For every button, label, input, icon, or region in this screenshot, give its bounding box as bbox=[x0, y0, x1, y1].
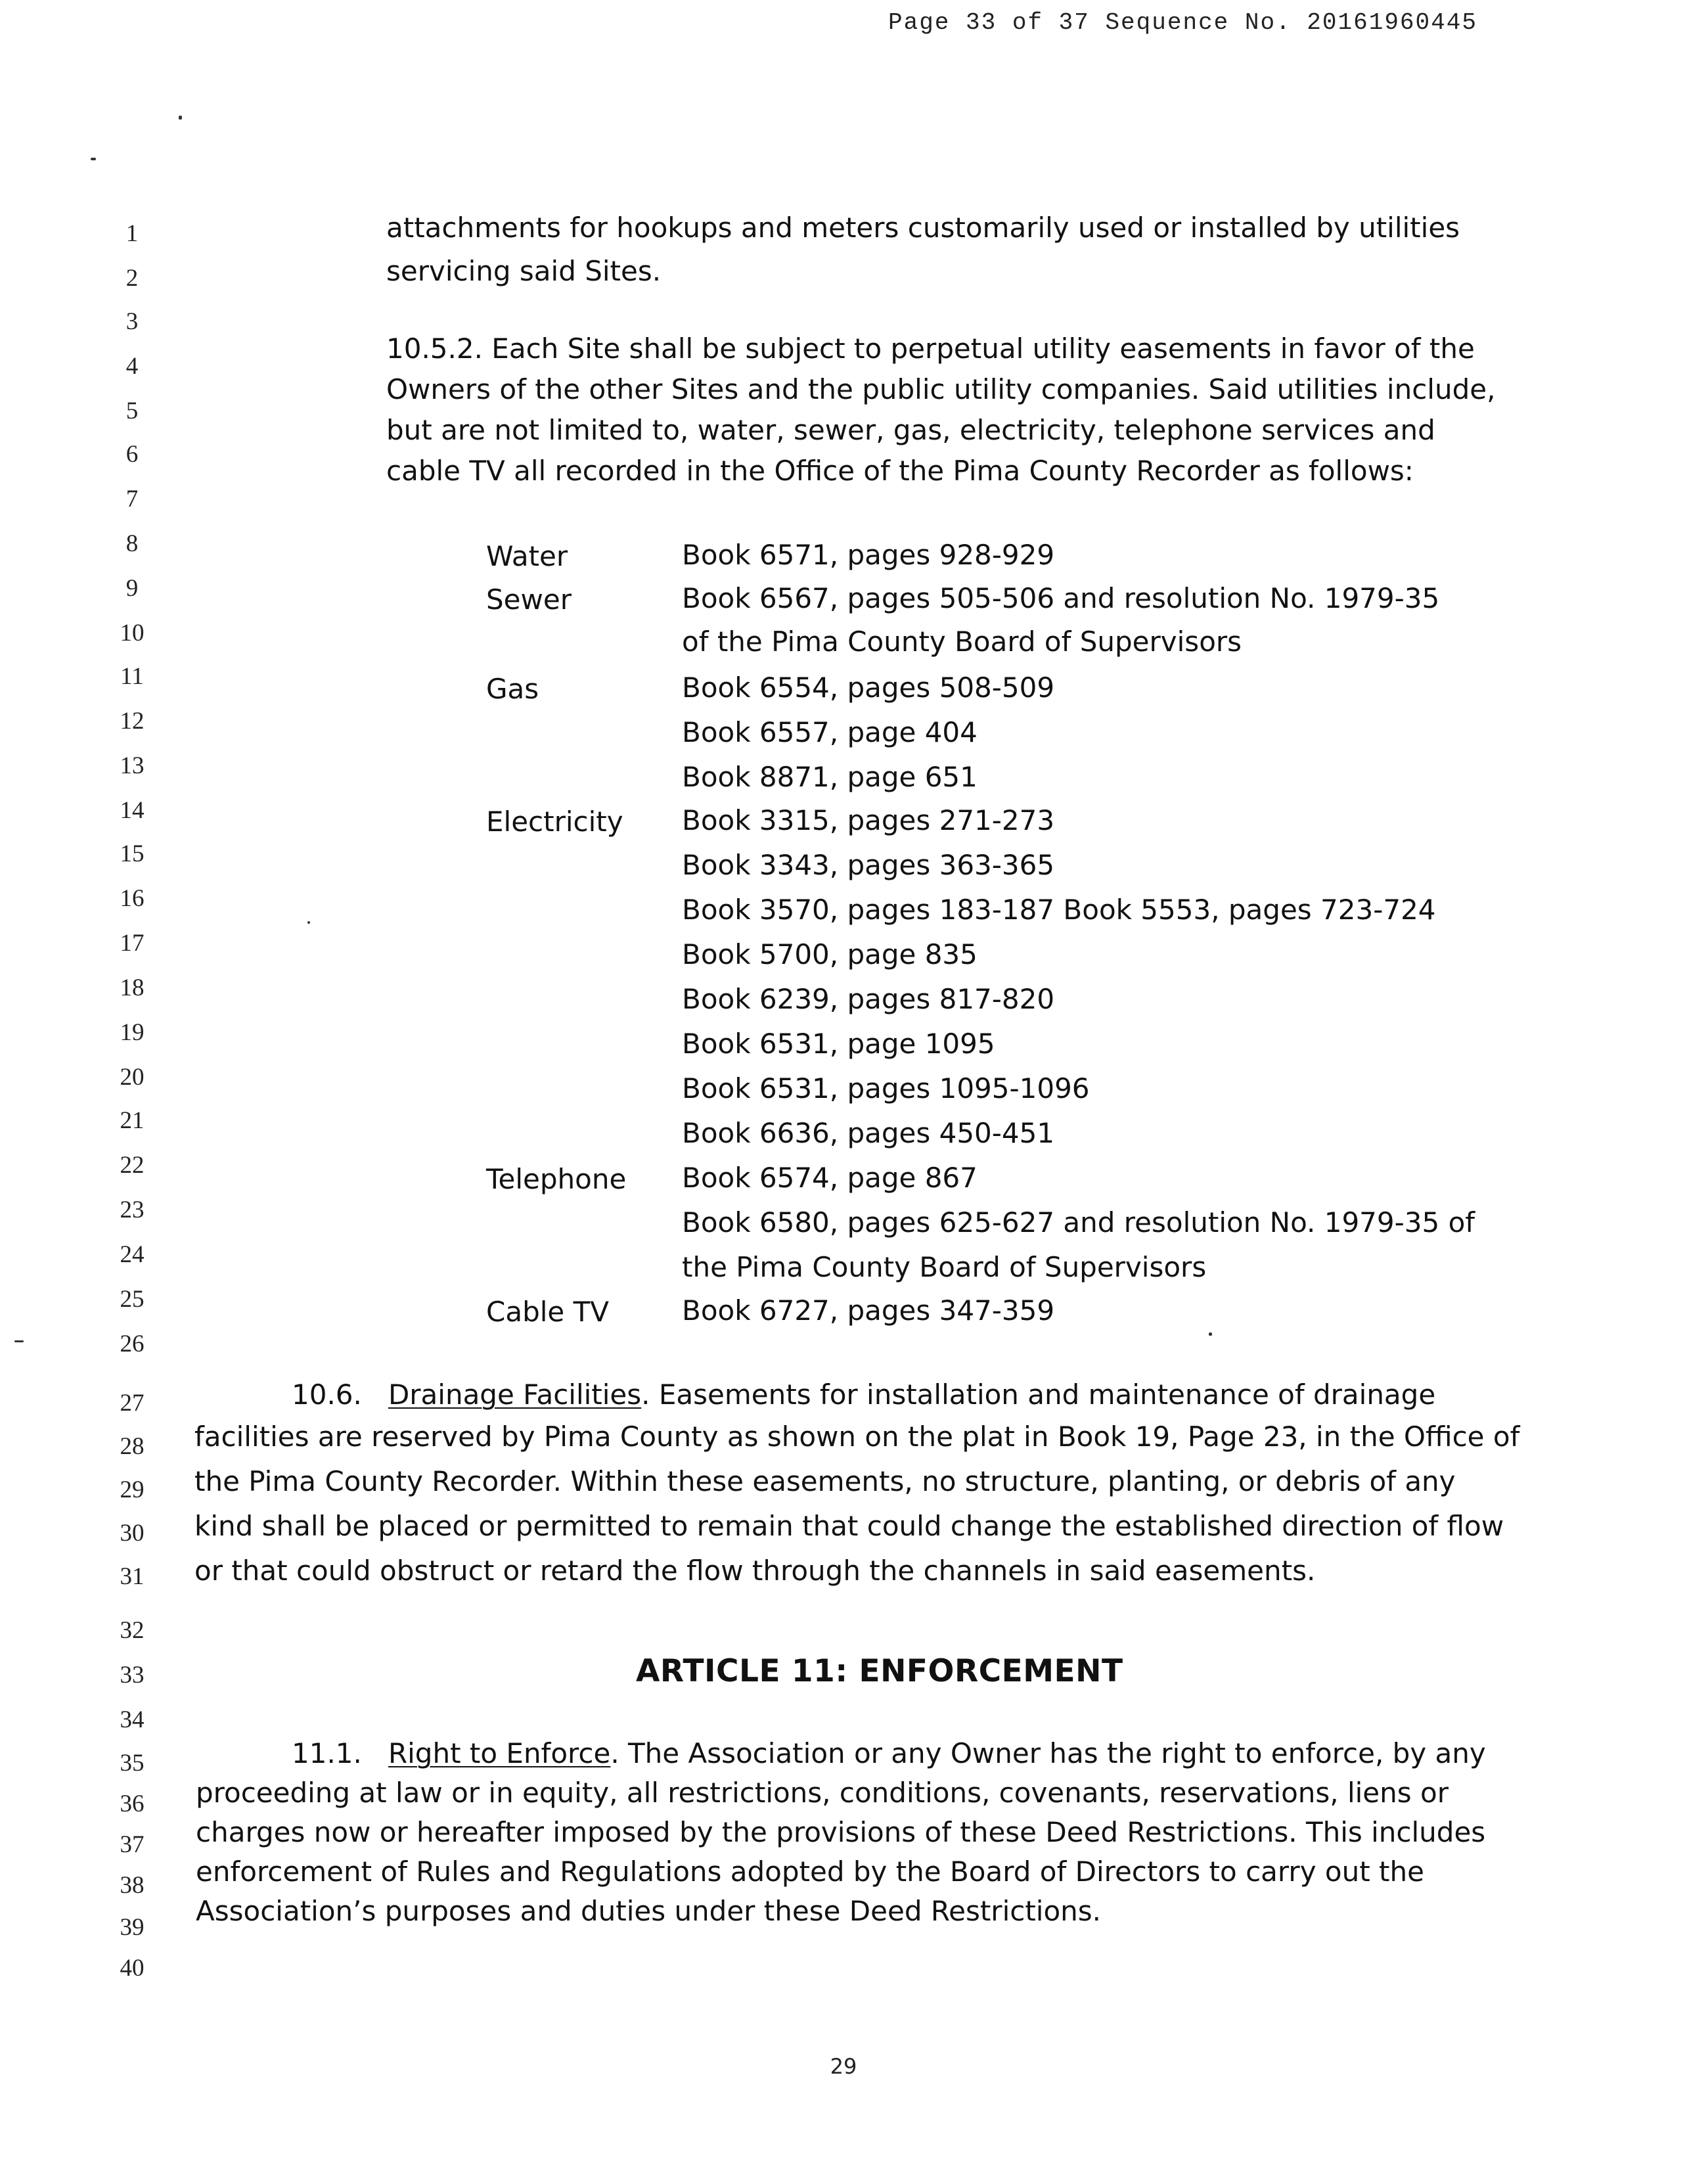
line-number: 34 bbox=[120, 1706, 145, 1733]
line-number: 1 bbox=[125, 220, 139, 247]
line-number: 35 bbox=[120, 1750, 145, 1777]
section-number: 10.6. bbox=[292, 1378, 362, 1411]
utility-reference: Book 6727, pages 347-359 bbox=[682, 1294, 1055, 1327]
line-number: 28 bbox=[120, 1433, 145, 1460]
line-number: 16 bbox=[120, 885, 145, 912]
line-number: 2 bbox=[125, 265, 139, 292]
utility-reference: Book 8871, page 651 bbox=[682, 761, 978, 793]
line-number: 22 bbox=[120, 1152, 145, 1179]
line-number: 14 bbox=[120, 797, 145, 824]
line-number: 19 bbox=[120, 1019, 145, 1046]
scan-speck bbox=[91, 158, 96, 160]
line-number: 38 bbox=[120, 1872, 145, 1899]
utility-label-gas: Gas bbox=[486, 673, 539, 705]
section-10-5-2-text: Owners of the other Sites and the public utility companies. Said utilities include, bbox=[386, 373, 1496, 405]
page-number: 29 bbox=[830, 2054, 857, 2079]
scan-speck bbox=[1209, 1332, 1212, 1336]
section-11-1-text: Association’s purposes and duties under these Deed Restrictions. bbox=[196, 1895, 1102, 1927]
line-number: 20 bbox=[120, 1064, 145, 1091]
utility-reference: Book 5700, page 835 bbox=[682, 938, 978, 970]
utility-reference: Book 3343, pages 363-365 bbox=[682, 849, 1055, 881]
utility-label-water: Water bbox=[486, 540, 568, 572]
section-title: Drainage Facilities bbox=[388, 1378, 642, 1411]
line-number: 18 bbox=[120, 974, 145, 1001]
utility-reference: Book 6531, page 1095 bbox=[682, 1028, 995, 1060]
line-number: 25 bbox=[120, 1286, 145, 1313]
line-number: 3 bbox=[125, 308, 139, 335]
section-11-1-text: 11.1. Right to Enforce. The Association or any Owner has the right to enforce, by any bbox=[292, 1737, 1486, 1769]
section-11-1-text: enforcement of Rules and Regulations adopted by the Board of Directors to carry out the bbox=[196, 1855, 1424, 1888]
line-number: 4 bbox=[125, 353, 139, 380]
line-number: 40 bbox=[120, 1955, 145, 1982]
utility-reference: of the Pima County Board of Supervisors bbox=[682, 626, 1242, 658]
line-number: 17 bbox=[120, 930, 145, 957]
line-number: 13 bbox=[120, 752, 145, 779]
scan-speck bbox=[179, 116, 182, 120]
continuation-text: attachments for hookups and meters customarily used or installed by utilities bbox=[386, 212, 1460, 244]
utility-reference: Book 6239, pages 817-820 bbox=[682, 983, 1055, 1015]
utility-label-telephone: Telephone bbox=[486, 1163, 627, 1195]
scan-speck bbox=[307, 921, 310, 924]
line-number: 7 bbox=[125, 486, 139, 512]
line-number: 10 bbox=[120, 620, 145, 647]
line-number: 5 bbox=[125, 398, 139, 424]
utility-reference: Book 3570, pages 183-187 Book 5553, pages 723-724 bbox=[682, 894, 1436, 926]
section-11-1-text: charges now or hereafter imposed by the provisions of these Deed Restrictions. This includes bbox=[196, 1816, 1486, 1848]
line-number: 36 bbox=[120, 1790, 145, 1817]
utility-reference: Book 6554, pages 508-509 bbox=[682, 671, 1055, 704]
section-11-1-text: proceeding at law or in equity, all restrictions, conditions, covenants, reservations, liens or bbox=[196, 1777, 1449, 1809]
section-number: 11.1. bbox=[292, 1737, 362, 1769]
section-title: Right to Enforce bbox=[388, 1737, 611, 1769]
utility-label-cable-tv: Cable TV bbox=[486, 1296, 609, 1328]
line-number: 39 bbox=[120, 1914, 145, 1941]
line-number: 9 bbox=[125, 575, 139, 602]
line-number: 11 bbox=[120, 663, 144, 690]
line-number: 29 bbox=[120, 1476, 145, 1503]
section-10-6-text: facilities are reserved by Pima County as shown on the plat in Book 19, Page 23, in the Office of bbox=[194, 1421, 1520, 1453]
line-number: 27 bbox=[120, 1390, 145, 1417]
line-number: 6 bbox=[125, 441, 139, 468]
utility-reference: Book 6557, page 404 bbox=[682, 716, 978, 748]
article-heading: ARTICLE 11: ENFORCEMENT bbox=[636, 1653, 1123, 1689]
line-number: 23 bbox=[120, 1196, 145, 1223]
utility-reference: Book 6580, pages 625-627 and resolution No. 1979-35 of bbox=[682, 1206, 1475, 1239]
section-10-5-2-text: 10.5.2. Each Site shall be subject to perpetual utility easements in favor of the bbox=[386, 332, 1475, 365]
continuation-text: servicing said Sites. bbox=[386, 255, 662, 287]
line-number: 15 bbox=[120, 840, 145, 867]
section-10-6-text: the Pima County Recorder. Within these easements, no structure, planting, or debris of any bbox=[194, 1465, 1456, 1497]
section-10-6-text: kind shall be placed or permitted to remain that could change the established direction of flow bbox=[194, 1510, 1504, 1542]
line-number: 33 bbox=[120, 1662, 145, 1689]
line-number: 32 bbox=[120, 1617, 145, 1644]
line-number: 37 bbox=[120, 1831, 145, 1858]
utility-reference: the Pima County Board of Supervisors bbox=[682, 1251, 1207, 1283]
utility-reference: Book 3315, pages 271-273 bbox=[682, 804, 1055, 836]
line-number: 24 bbox=[120, 1241, 145, 1268]
line-number: 8 bbox=[125, 530, 139, 557]
utility-reference: Book 6567, pages 505-506 and resolution No. 1979-35 bbox=[682, 582, 1440, 614]
utility-label-electricity: Electricity bbox=[486, 806, 623, 838]
section-10-5-2-text: but are not limited to, water, sewer, gas, electricity, telephone services and bbox=[386, 414, 1435, 446]
utility-reference: Book 6574, page 867 bbox=[682, 1162, 978, 1194]
utility-reference: Book 6531, pages 1095-1096 bbox=[682, 1072, 1090, 1104]
utility-label-sewer: Sewer bbox=[486, 583, 572, 616]
line-number: 31 bbox=[120, 1563, 145, 1590]
section-10-5-2-text: cable TV all recorded in the Office of the Pima County Recorder as follows: bbox=[386, 455, 1414, 487]
line-number: 30 bbox=[120, 1520, 145, 1547]
sequence-header: Page 33 of 37 Sequence No. 20161960445 bbox=[888, 9, 1477, 36]
utility-reference: Book 6636, pages 450-451 bbox=[682, 1117, 1055, 1149]
line-number: 21 bbox=[120, 1107, 145, 1134]
section-10-6-text: 10.6. Drainage Facilities. Easements for installation and maintenance of drainage bbox=[292, 1378, 1436, 1411]
section-10-6-text: or that could obstruct or retard the flow through the channels in said easements. bbox=[194, 1555, 1316, 1587]
utility-reference: Book 6571, pages 928-929 bbox=[682, 539, 1055, 571]
scan-speck bbox=[14, 1340, 24, 1342]
line-number: 12 bbox=[120, 708, 145, 735]
line-number: 26 bbox=[120, 1331, 145, 1357]
